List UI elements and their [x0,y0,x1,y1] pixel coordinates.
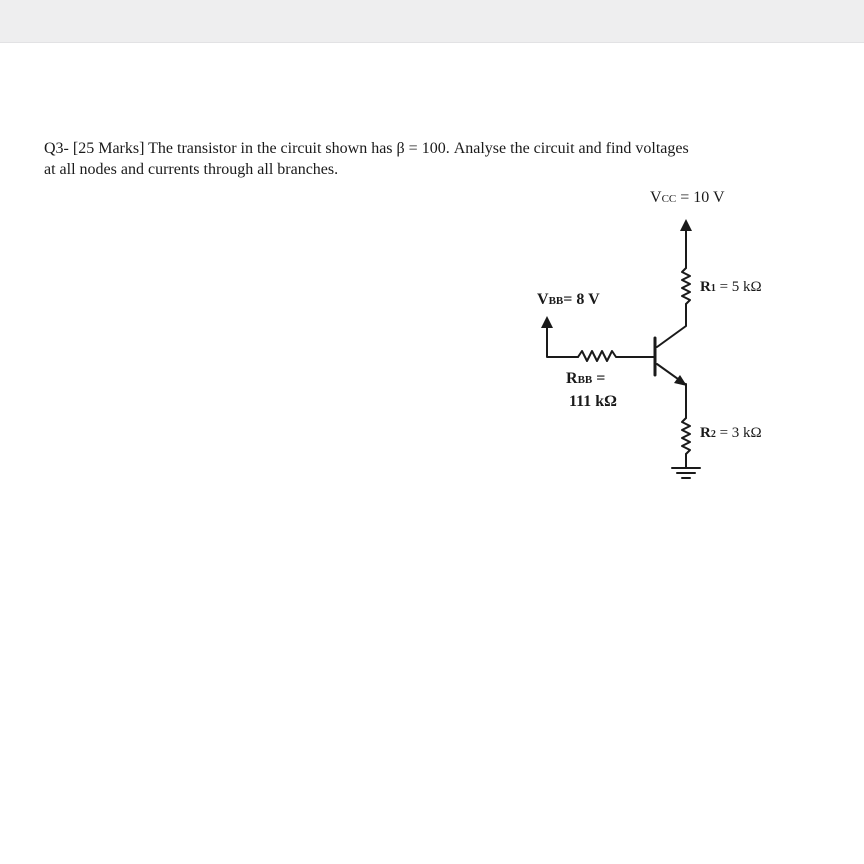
r2-label: R2 = 3 kΩ [700,425,762,441]
rbb-value: 111 kΩ [569,393,617,410]
vbb-label: VBB= 8 V [537,291,600,308]
question-line-2: at all nodes and currents through all branches. [44,161,339,178]
collector-wire [657,304,686,347]
ground-symbol [672,468,700,478]
r1-resistor [682,268,690,304]
vcc-label: VCC = 10 V [650,189,725,206]
r2-resistor [682,418,690,454]
rbb-label: RBB = [566,370,606,387]
vbb-arrow [541,316,553,328]
rbb-resistor [578,351,618,361]
question-line-1: Q3- [25 Marks] The transistor in the circuit shown has β = 100. Analyse the circuit and find voltages [44,140,689,157]
vcc-arrow [680,219,692,268]
r1-label: R1 = 5 kΩ [700,279,762,295]
vbb-wire [547,326,578,357]
